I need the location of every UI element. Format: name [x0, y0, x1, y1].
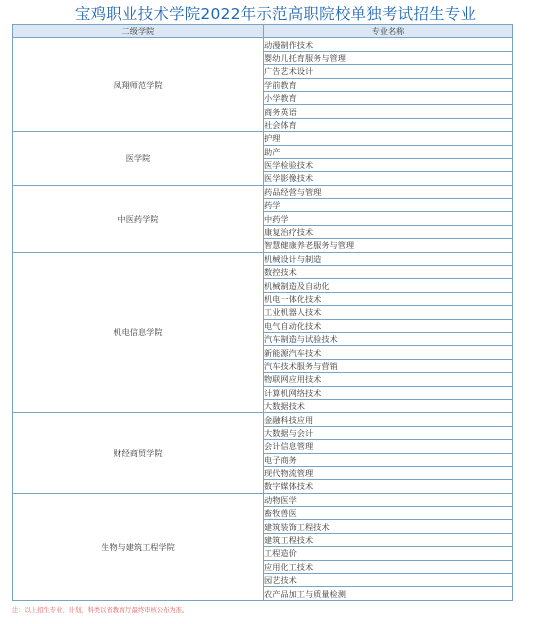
major-cell: 学前教育: [264, 78, 513, 91]
major-cell: 汽车技术服务与营销: [264, 359, 513, 372]
major-cell: 药品经营与管理: [264, 185, 513, 198]
major-cell: 机电一体化技术: [264, 292, 513, 305]
page-title: 宝鸡职业技术学院2022年示范高职院校单独考试招生专业: [74, 5, 477, 23]
major-cell: 机械制造及自动化: [264, 279, 513, 292]
major-cell: 建筑装饰工程技术: [264, 520, 513, 533]
major-cell: 计算机网络技术: [264, 386, 513, 399]
major-cell: 汽车制造与试验技术: [264, 332, 513, 345]
college-cell: 财经商贸学院: [13, 413, 264, 493]
college-cell: 中医药学院: [13, 185, 264, 252]
major-cell: 社会体育: [264, 118, 513, 131]
table-row: [13, 493, 513, 506]
major-cell: 机械设计与制造: [264, 252, 513, 265]
major-cell: 医学检验技术: [264, 158, 513, 171]
major-cell: 医学影像技术: [264, 172, 513, 185]
college-cell: 医学院: [13, 132, 264, 186]
major-cell: 现代物流管理: [264, 466, 513, 479]
major-cell: 大数据技术: [264, 399, 513, 412]
major-cell: 商务英语: [264, 105, 513, 118]
major-cell: 助产: [264, 145, 513, 158]
major-cell: 婴幼儿托育服务与管理: [264, 51, 513, 64]
major-cell: 建筑工程技术: [264, 533, 513, 546]
major-cell: 康复治疗技术: [264, 225, 513, 238]
major-cell: 智慧健康养老服务与管理: [264, 239, 513, 252]
major-cell: 新能源汽车技术: [264, 346, 513, 359]
major-cell: 园艺技术: [264, 574, 513, 587]
header-major: 专业名称: [264, 25, 513, 38]
table-row: [13, 252, 513, 265]
major-cell: 动物医学: [264, 493, 513, 506]
major-cell: 动漫制作技术: [264, 38, 513, 51]
major-cell: 药学: [264, 199, 513, 212]
table-row: [13, 38, 513, 51]
table-body: [13, 38, 513, 600]
major-cell: 数字媒体技术: [264, 480, 513, 493]
major-cell: 金融科技应用: [264, 413, 513, 426]
header-college: 二级学院: [13, 25, 264, 38]
major-cell: 畜牧兽医: [264, 507, 513, 520]
footnote: 注：以上招生专业、计划、科类以省教育厅最终审核公布为准。: [12, 607, 189, 614]
table-row: [13, 413, 513, 426]
major-cell: 护理: [264, 132, 513, 145]
major-cell: 小学教育: [264, 91, 513, 104]
major-cell: 广告艺术设计: [264, 65, 513, 78]
major-cell: 工业机器人技术: [264, 306, 513, 319]
college-cell: 凤翔师范学院: [13, 38, 264, 132]
major-cell: 应用化工技术: [264, 560, 513, 573]
major-cell: 中药学: [264, 212, 513, 225]
major-cell: 物联网应用技术: [264, 373, 513, 386]
major-cell: 大数据与会计: [264, 426, 513, 439]
major-cell: 电气自动化技术: [264, 319, 513, 332]
college-cell: 生物与建筑工程学院: [13, 493, 264, 600]
table-row: [13, 185, 513, 198]
majors-table: [12, 24, 513, 601]
major-cell: 工程造价: [264, 547, 513, 560]
table-header-row: [13, 25, 513, 38]
college-cell: 机电信息学院: [13, 252, 264, 413]
major-cell: 电子商务: [264, 453, 513, 466]
major-cell: 数控技术: [264, 266, 513, 279]
table-row: [13, 132, 513, 145]
major-cell: 农产品加工与质量检测: [264, 587, 513, 600]
major-cell: 会计信息管理: [264, 440, 513, 453]
